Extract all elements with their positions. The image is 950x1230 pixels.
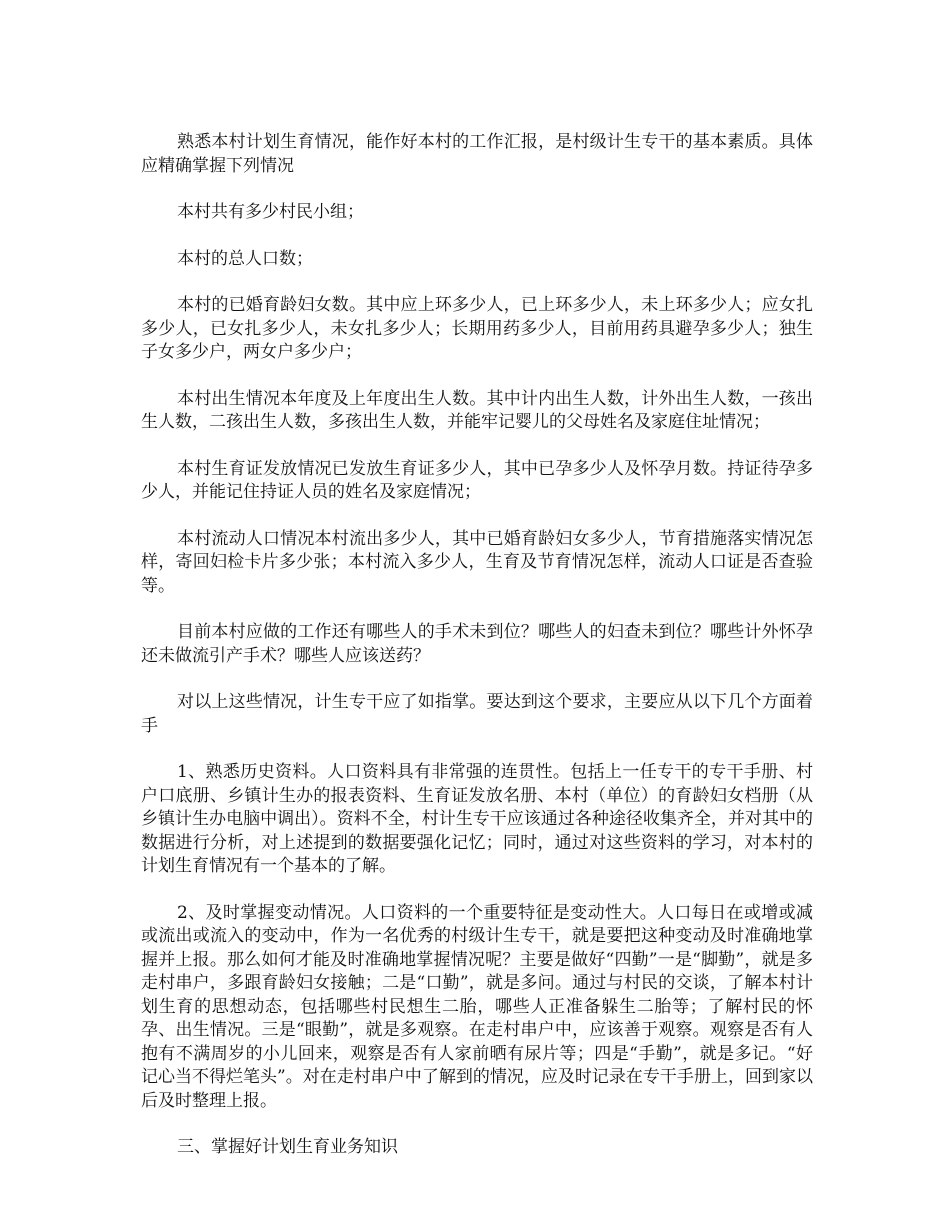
paragraph-married-women: 本村的已婚育龄妇女数。其中应上环多少人，已上环多少人，未上环多少人；应女扎多少人，已女扎多少人，未女扎多少人；长期用药多少人，目前用药具避孕多少人；独生子女多少户，两女户多少户；	[141, 295, 813, 362]
paragraph-track-changes: 2、及时掌握变动情况。人口资料的一个重要特征是变动性大。人口每日在或增或减或流出或流入的变动中，作为一名优秀的村级计生专干，就是要把这种变动及时准确地掌握并上报。那么如何才能及时准确地掌握情况呢？主要是做好“四勤”一是“脚勤”，就是多走村串户，多跟育龄妇女接触；二是“口勤”，就是多问。通过与村民的交谈，了解本村计划生育的思想动态，包括哪些村民想生二胎，哪些人正准备躲生二胎等；了解村民的怀孕、出生情况。三是“眼勤”，就是多观察。在走村串户中，应该善于观察。观察是否有人抱有不满周岁的小儿回来，观察是否有人家前晒有尿片等；四是“手勤”，就是多记。“好记心当不得烂笔头”。对在走村串户中了解到的情况，应及时记录在专干手册上，回到家以后及时整理上报。	[141, 902, 813, 1111]
document-body	[141, 131, 813, 1183]
paragraph-pending-work: 目前本村应做的工作还有哪些人的手术未到位？哪些人的妇查未到位？哪些计外怀孕还未做流引产手术？哪些人应该送药？	[141, 622, 813, 666]
paragraph-approach: 对以上这些情况，计生专干应了如指掌。要达到这个要求，主要应从以下几个方面着手	[141, 692, 813, 736]
section-heading-business-knowledge: 三、掌握好计划生育业务知识	[177, 1137, 398, 1157]
paragraph-births: 本村出生情况本年度及上年度出生人数。其中计内出生人数，计外出生人数，一孩出生人数，二孩出生人数，多孩出生人数，并能牢记婴儿的父母姓名及家庭住址情况；	[141, 388, 813, 432]
paragraph-intro: 熟悉本村计划生育情况，能作好本村的工作汇报，是村级计生专干的基本素质。具体应精确掌握下列情况	[141, 132, 813, 176]
paragraph-birth-permits: 本村生育证发放情况已发放生育证多少人，其中已孕多少人及怀孕月数。持证待孕多少人，并能记住持证人员的姓名及家庭情况；	[141, 458, 813, 502]
paragraph-history-records: 1、熟悉历史资料。人口资料具有非常强的连贯性。包括上一任专干的专干手册、村户口底册、乡镇计生办的报表资料、生育证发放名册、本村（单位）的育龄妇女档册（从乡镇计生办电脑中调出）。资料不全，村计生专干应该通过各种途径收集齐全，并对其中的数据进行分析，对上述提到的数据要强化记忆；同时，通过对这些资料的学习，对本村的计划生育情况有一个基本的了解。	[141, 762, 813, 876]
paragraph-total-population: 本村的总人口数；	[177, 248, 313, 269]
paragraph-village-groups: 本村共有多少村民小组；	[177, 202, 364, 222]
paragraph-floating-population: 本村流动人口情况本村流出多少人，其中已婚育龄妇女多少人，节育措施落实情况怎样，寄回妇检卡片多少张；本村流入多少人，生育及节育情况怎样，流动人口证是否查验等。	[141, 528, 813, 596]
